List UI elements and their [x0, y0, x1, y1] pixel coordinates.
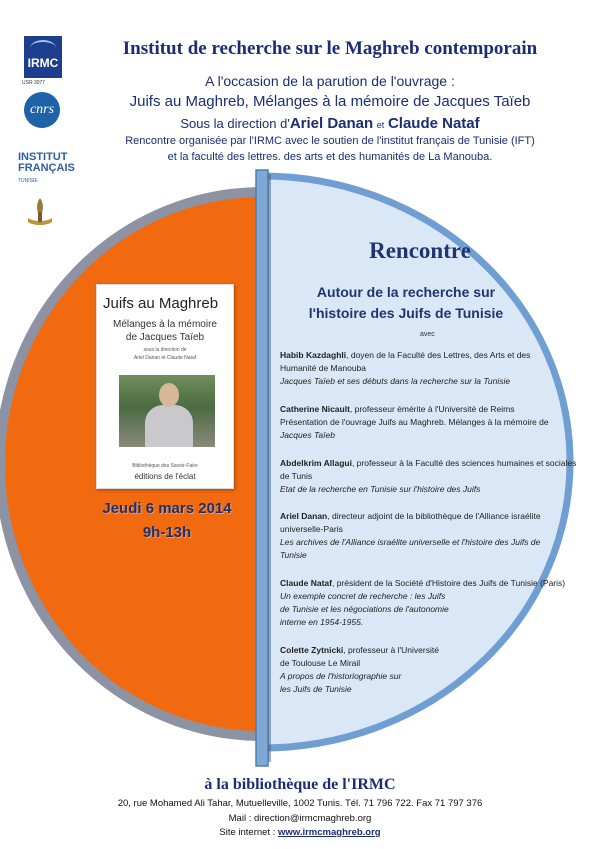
speaker-name: Colette Zytnicki [280, 645, 344, 655]
organisation-line-1: Rencontre organisée par l'IRMC avec le soutien de l'institut français de Tunisie (IFT) [125, 135, 535, 147]
speaker-name: Abdelkrim Allagui [280, 458, 352, 468]
speaker-name: Ariel Danan [280, 511, 328, 521]
cover-subtitle-1: Mélanges à la mémoire [113, 319, 217, 330]
speaker-talk: Etat de la recherche en Tunisie sur l'histoire des Juifs [280, 484, 481, 494]
speaker-talk-cont: Jacques Taïeb [280, 430, 335, 440]
event-time: 9h-13h [142, 524, 192, 541]
speaker-role-cont: de Toulouse Le Mirail [280, 658, 361, 668]
speaker-talk: Jacques Taïeb et ses débuts dans la recherche sur la Tunisie [280, 376, 511, 386]
editor-1: Ariel Danan [289, 115, 374, 132]
speaker-talk: Présentation de l'ouvrage Juifs au Maghreb. Mélanges à la mémoire de [280, 417, 549, 427]
speaker-talk-cont: les Juifs de Tunisie [280, 684, 352, 694]
speaker-name: Claude Nataf [280, 578, 332, 588]
speaker-role: , professeur à la Faculté des sciences humaines et sociales [351, 458, 577, 468]
speaker-name: Habib Kazdaghli [280, 350, 347, 360]
speaker-talk-cont: interne en 1954-1955. [280, 617, 364, 627]
contact-website [0, 827, 600, 838]
occasion-line: A l'occasion de la parution de l'ouvrage : [205, 73, 455, 89]
theme-line-2: l'histoire des Juifs de Tunisie [308, 305, 504, 321]
organisation-line-2: et la faculté des lettres. des arts et des humanités de La Manouba. [167, 151, 493, 163]
editor-2: Claude Nataf [387, 115, 480, 132]
if-logo-line1: INSTITUT [18, 151, 68, 163]
speaker-block [280, 577, 580, 629]
speaker-talk-cont: de Tunisie et les négociations de l'autonomie [280, 604, 449, 614]
website-link[interactable]: www.irmcmaghreb.org [278, 827, 381, 838]
speaker-talk: Les archives de l'Alliance israélite universelle et l'histoire des Juifs de [280, 537, 541, 547]
cover-publisher: éditions de l'éclat [134, 472, 196, 481]
speaker-role-cont: de Tunis [280, 471, 313, 481]
speaker-block [280, 644, 580, 696]
speaker-role: , professeur émérite à l'Université de Reims [349, 404, 515, 414]
speaker-block [280, 403, 580, 442]
cover-portrait-photo [119, 375, 215, 447]
institut-title: Institut de recherche sur le Maghreb contemporain [122, 38, 538, 59]
book-cover [96, 284, 234, 489]
speaker-block [280, 457, 580, 496]
speaker-role: , professeur à l'Université [343, 645, 439, 655]
direction-prefix: Sous la direction d' [180, 116, 290, 131]
book-title: Juifs au Maghreb, Mélanges à la mémoire de Jacques Taïeb [129, 93, 531, 110]
speaker-role: , doyen de la Faculté des Lettres, des Arts et des [346, 350, 531, 360]
cover-series: Bibliothèque des Savoir-Faire [132, 463, 198, 469]
speaker-talk: A propos de l'historiographie sur [280, 671, 402, 681]
cover-editors: Ariel Danan et Claude Nataf [133, 355, 197, 361]
mail-address[interactable]: direction@irmcmaghreb.org [253, 813, 372, 824]
mail-label: Mail : [228, 813, 254, 824]
speaker-role: , président de la Société d'Histoire des Juifs de Tunisie (Paris) [331, 578, 566, 588]
irmc-logo-caption: USR 3077 [22, 80, 46, 86]
site-label: Site internet : [219, 827, 279, 838]
speaker-role: , directeur adjoint de la bibliothèque de l'Alliance israélite [327, 511, 541, 521]
center-divider-shadow [268, 174, 271, 762]
if-logo-line3: TUNISIE [18, 178, 38, 184]
avec-label: avec [420, 331, 435, 338]
cnrs-logo: cnrs [24, 92, 60, 128]
speaker-role-cont: universelle-Paris [280, 524, 343, 534]
if-logo-line2: FRANÇAIS [18, 162, 75, 174]
cover-direction: sous la direction de [143, 347, 187, 353]
cover-title: Juifs au Maghreb [103, 295, 219, 312]
event-date: Jeudi 6 mars 2014 [102, 500, 232, 517]
speaker-talk-cont: Tunisie [280, 550, 307, 560]
venue-title: à la bibliothèque de l'IRMC [204, 776, 396, 793]
speaker-name: Catherine Nicault [280, 404, 350, 414]
cover-subtitle-2: de Jacques Taïeb [125, 332, 205, 343]
center-divider-bar [256, 170, 268, 766]
irmc-logo-text: IRMC [27, 56, 59, 70]
contact-mail [0, 813, 600, 824]
speaker-talk: Un exemple concret de recherche : les Juifs [280, 591, 446, 601]
program-title: Rencontre [369, 238, 471, 263]
venue-address: 20, rue Mohamed Ali Tahar, Mutuelleville, 1002 Tunis. Tél. 71 796 722. Fax 71 797 376 [117, 798, 483, 809]
theme-line-1: Autour de la recherche sur [316, 284, 496, 300]
speaker-role-cont: Humanité de Manouba [280, 363, 367, 373]
speaker-block [280, 510, 580, 562]
direction-et: et [376, 120, 385, 130]
speaker-block [280, 349, 580, 388]
